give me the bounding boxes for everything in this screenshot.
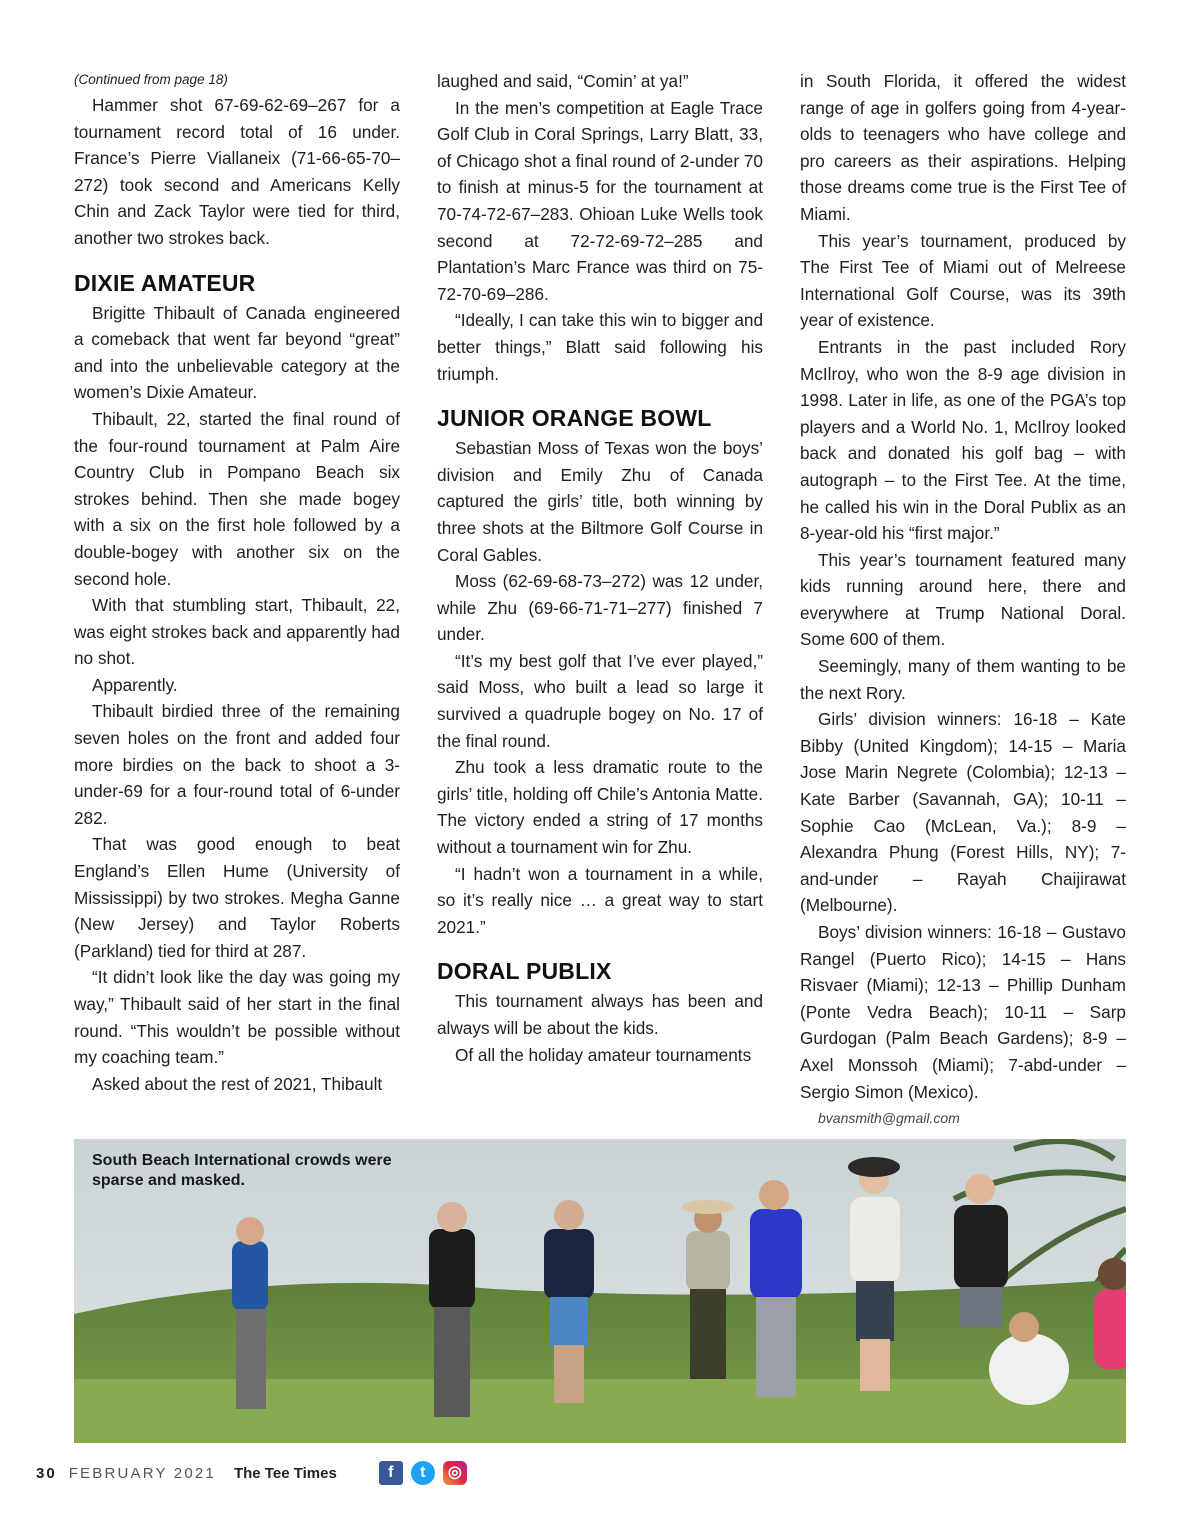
crowd-photo xyxy=(74,1139,1126,1443)
paragraph: That was good enough to beat England’s Ellen Hume (University of Mississippi) by two strokes. Megha Ganne (New Jersey) and Taylor Roberts (Parkland) tied for third at 287. xyxy=(74,834,400,961)
paragraph: With that stumbling start, Thibault, 22, was eight strokes back and apparently had no shot. xyxy=(74,595,400,669)
article-column-1 xyxy=(74,68,400,1097)
paragraph: laughed and said, “Comin’ at ya!” xyxy=(437,71,689,91)
paragraph: Brigitte Thibault of Canada engineered a comeback that went far beyond “great” and into the unbelievable category at the women’s Dixie Amateur. xyxy=(74,302,400,403)
paragraph: Girls’ division winners: 16-18 – Kate Bibby (United Kingdom); 14-15 – Maria Jose Marin Negrete (Colombia); 12-13 – Kate Barber (Savannah, GA); 10-11 – Sophie Cao (McLean, Va.); 8-9 – Alexandra Phung (Forest Hills, NY); 7-and-under – Rayah Chaijirawat (Melbourne). xyxy=(800,709,1126,916)
paragraph: Entrants in the past included Rory McIlroy, who won the 8-9 age division in 1998. Later in life, as one of the PGA’s top players and a World No. 1, McIlroy looked back and donated his golf bag – with autograph – to the First Tee. At the time, he called his win in the Doral Publix as an 8-year-old his “first major.” xyxy=(800,336,1126,544)
continued-note: (Continued from page 18) xyxy=(74,72,228,87)
paragraph: Thibault birdied three of the remaining seven holes on the front and added four more birdies on the back to shoot a 3-under-69 for a four-round total of 6-under 282. xyxy=(74,701,400,828)
page-number: 30 xyxy=(36,1464,57,1482)
page-footer xyxy=(36,1460,475,1486)
paragraph: “It’s my best golf that I’ve ever played,” said Moss, who built a lead so large it survived a quadruple bogey on No. 17 of the final round. xyxy=(437,650,763,751)
paragraph: This year’s tournament featured many kids running around here, there and everywhere at Trump National Doral. Some 600 of them. xyxy=(800,549,1126,650)
paragraph: “Ideally, I can take this win to bigger and better things,” Blatt said following his triumph. xyxy=(437,310,763,384)
article-column-2 xyxy=(437,68,763,1068)
paragraph: This year’s tournament, produced by The First Tee of Miami out of Melreese International Golf Course, was its 39th year of existence. xyxy=(800,230,1126,331)
section-heading-junior-orange-bowl: JUNIOR ORANGE BOWL xyxy=(437,405,712,432)
paragraph: Boys’ division winners: 16-18 – Gustavo Rangel (Puerto Rico); 14-15 – Hans Risvaer (Miami); 12-13 – Phillip Dunham (Ponte Vedra Beach); 10-11 – Sarp Gurdogan (Palm Beach Gardens); 8-9 – Axel Monssoh (Miami); 7-abd-under – Sergio Simon (Mexico). xyxy=(800,922,1126,1102)
paragraph: “It didn’t look like the day was going my way,” Thibault said of her start in the final round. “This wouldn’t be possible without my coaching team.” xyxy=(74,967,400,1068)
paragraph: Hammer shot 67-69-62-69–267 for a tournament record total of 16 under. France’s Pierre Viallaneix (71-66-65-70–272) took second and Americans Kelly Chin and Zack Taylor were tied for third, another two strokes back. xyxy=(74,95,400,248)
twitter-icon[interactable]: t xyxy=(411,1461,435,1485)
article-column-3 xyxy=(800,68,1126,1132)
photo-caption: South Beach International crowds were sparse and masked. xyxy=(92,1152,392,1189)
section-heading-dixie-amateur: DIXIE AMATEUR xyxy=(74,269,256,296)
paragraph: Seemingly, many of them wanting to be the next Rory. xyxy=(800,656,1126,703)
instagram-icon[interactable]: ◎ xyxy=(443,1461,467,1485)
issue-date: FEBRUARY 2021 xyxy=(68,1464,216,1482)
paragraph: This tournament always has been and always will be about the kids. xyxy=(437,991,763,1038)
paragraph: Asked about the rest of 2021, Thibault xyxy=(92,1073,383,1094)
section-heading-doral-publix: DORAL PUBLIX xyxy=(437,958,612,985)
facebook-icon[interactable]: f xyxy=(379,1461,403,1485)
paragraph: Apparently. xyxy=(92,674,178,695)
paragraph: “I hadn’t won a tournament in a while, so it’s really nice … a great way to start 2021.” xyxy=(437,863,763,937)
paragraph: Of all the holiday amateur tournaments xyxy=(455,1044,752,1065)
paragraph: Zhu took a less dramatic route to the girls’ title, holding off Chile’s Antonia Matte. The victory ended a string of 17 months without a tournament win for Zhu. xyxy=(437,757,763,858)
paragraph: Thibault, 22, started the final round of the four-round tournament at Palm Aire Country Club in Pompano Beach six strokes behind. Then she made bogey with a six on the first hole followed by a double-bogey with another six on the second hole. xyxy=(74,408,400,589)
publication-name: The Tee Times xyxy=(233,1464,337,1482)
paragraph: in South Florida, it offered the widest range of age in golfers going from 4-year-olds to teenagers who have college and pro careers as their aspirations. Helping those dreams come true is the First Tee of Miami. xyxy=(800,71,1126,224)
author-email: bvansmith@gmail.com xyxy=(818,1110,960,1127)
paragraph: In the men’s competition at Eagle Trace Golf Club in Coral Springs, Larry Blatt, 33, of Chicago shot a final round of 2-under 70 to finish at minus-5 for the tournament at 70-74-72-67–283. Ohioan Luke Wells took second at 72-72-69-72–285 and Plantation’s Marc France was third on 75-72-70-69–286. xyxy=(437,97,763,304)
paragraph: Sebastian Moss of Texas won the boys’ division and Emily Zhu of Canada captured the girls’ title, both winning by three shots at the Biltmore Golf Course in Coral Gables. xyxy=(437,438,763,565)
paragraph: Moss (62-69-68-73–272) was 12 under, while Zhu (69-66-71-71–277) finished 7 under. xyxy=(437,571,763,645)
